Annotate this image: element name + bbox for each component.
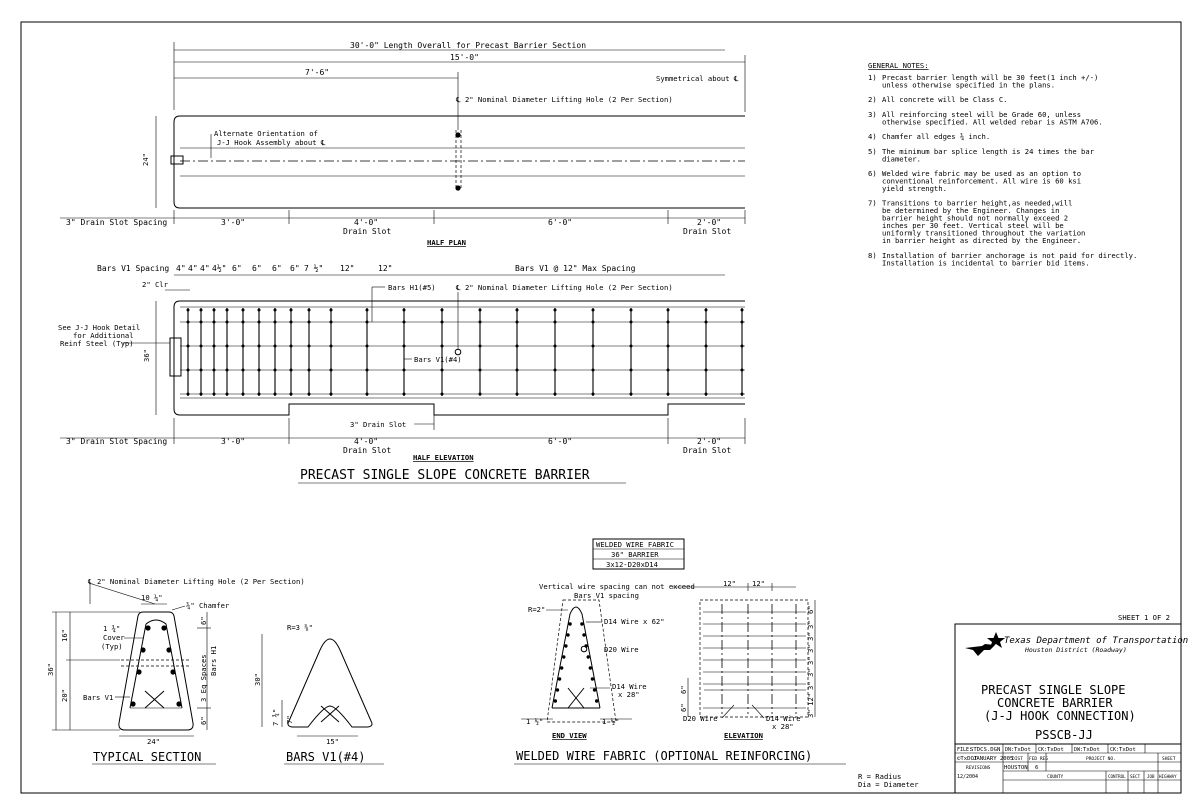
sheet-label: SHEET xyxy=(1162,757,1176,762)
note-text: Chamfer all edges ¾ inch. xyxy=(882,132,991,142)
copyright: ©TxDOT xyxy=(957,756,978,762)
bar-node xyxy=(258,309,261,312)
right-dim-label: 6" xyxy=(806,605,815,614)
wire-dot xyxy=(560,666,563,669)
note-text: All reinforcing steel will be Grade 60, unless xyxy=(882,109,1082,119)
clr-label: 2" Clr xyxy=(142,280,168,289)
wwf-d20-elev-label: D20 Wire xyxy=(683,714,718,723)
max-spacing-label: Bars V1 @ 12" Max Spacing xyxy=(515,264,636,273)
bar-node xyxy=(554,321,557,324)
elevation-wire-grid xyxy=(703,604,806,714)
wwf-d14-28-line2: x 28" xyxy=(618,690,640,699)
note-text: Precast barrier length will be 30 feet(1 inch +/-) xyxy=(882,73,1099,82)
wwf-d14-28-line1: D14 Wire xyxy=(612,682,647,691)
elev-drain-slot-2: Drain Slot xyxy=(683,446,732,455)
job-label: JOB xyxy=(1147,774,1155,779)
elevation-right-dims xyxy=(806,605,815,718)
spacing-label: 6" xyxy=(272,264,282,273)
bar-node xyxy=(200,309,203,312)
bar-node xyxy=(516,345,519,348)
wwf-table-header: WELDED WIRE FABRIC xyxy=(596,540,674,549)
bar-node xyxy=(630,309,633,312)
dim-6b-label: 6" xyxy=(199,716,208,725)
bars-v1-detail xyxy=(253,623,384,764)
ck2-label: CK: xyxy=(1110,747,1120,753)
title-block xyxy=(955,613,1188,793)
elev-lifting-hole-label: ℄ 2" Nominal Diameter Lifting Hole (2 Per Section) xyxy=(456,283,673,292)
main-title: PRECAST SINGLE SLOPE CONCRETE BARRIER xyxy=(300,468,590,483)
bar-node xyxy=(187,345,190,348)
bar-node xyxy=(441,369,444,372)
right-dim-label: 12" xyxy=(806,693,815,706)
bar-node xyxy=(213,321,216,324)
bar-node xyxy=(630,393,633,396)
bar-height-label: 30" xyxy=(253,673,262,686)
bar-node xyxy=(330,309,333,312)
bar-node xyxy=(258,321,261,324)
bar-node xyxy=(226,321,229,324)
base-width-label: 24" xyxy=(147,737,160,746)
bars-v1-label: Bars V1(#4) xyxy=(414,355,462,364)
bar-node xyxy=(242,309,245,312)
ck-value: TxDot xyxy=(1047,747,1064,753)
chamfer-label: ¾" Chamfer xyxy=(186,601,230,610)
bar-node xyxy=(274,393,277,396)
wire-dot xyxy=(566,633,569,636)
bar-node xyxy=(308,369,311,372)
half-plan xyxy=(60,41,745,247)
bar-node xyxy=(554,309,557,312)
see-jj-line1: See J-J Hook Detail xyxy=(58,323,141,332)
drain-slot-3-label: 3" Drain Slot xyxy=(350,420,407,429)
right-dim-label: 3" xyxy=(806,644,815,653)
elevation-spacing-labels xyxy=(176,263,392,273)
bar-node xyxy=(274,369,277,372)
agency-name: Texas Department of Transportation xyxy=(1004,636,1189,646)
half-elevation-title: HALF ELEVATION xyxy=(413,453,474,462)
bar-node xyxy=(330,393,333,396)
bar-dim-7a: 7 ¾" xyxy=(271,708,280,726)
elev-seg1: 3'-0" xyxy=(221,437,246,446)
half-elevation xyxy=(58,263,745,462)
spacing-label: 4½" xyxy=(212,264,227,273)
bars-v1-callout: Bars V1 xyxy=(83,693,114,702)
bar-node xyxy=(630,345,633,348)
alt-orientation-line1: Alternate Orientation of xyxy=(214,129,318,138)
elev-seg2: 4'-0" xyxy=(354,437,379,446)
spacing-label: 12" xyxy=(340,264,355,273)
bar-node xyxy=(441,345,444,348)
wwf-d14-elev-line1: D14 Wire xyxy=(766,714,801,723)
note-text: uniformly transitioned throughout the variation xyxy=(882,228,1086,238)
bar-node xyxy=(516,393,519,396)
bar-node xyxy=(366,309,369,312)
wire-dot xyxy=(593,688,596,691)
see-jj-line2: for Additional xyxy=(73,331,134,340)
wwf-note-line2: Bars V1 spacing xyxy=(574,591,639,600)
plan-seg1: 3'-0" xyxy=(221,218,246,227)
bar-node xyxy=(705,321,708,324)
bar-node xyxy=(290,321,293,324)
plan-drain-slot-2: Drain Slot xyxy=(683,227,732,236)
ck-label: CK: xyxy=(1038,747,1048,753)
dn-label: DN: xyxy=(1005,747,1015,753)
cover-line1: 1 ¾" xyxy=(103,624,121,633)
dim-16-label: 16" xyxy=(60,629,69,642)
note-text: otherwise specified. All welded rebar is ASTM A706. xyxy=(882,117,1103,127)
bar-node xyxy=(741,393,744,396)
note-text: conventional reinforcement. All wire is 60 ksi xyxy=(882,176,1082,186)
wire-dot xyxy=(595,699,598,702)
bar-node xyxy=(290,345,293,348)
note-text: Installation of barrier anchorage is not paid for directly. xyxy=(882,250,1138,260)
legend-diameter: Dia = Diameter xyxy=(858,780,919,789)
bar-node xyxy=(226,369,229,372)
bar-node xyxy=(242,369,245,372)
spacing-label: 4" xyxy=(188,264,198,273)
bar-node xyxy=(705,309,708,312)
bar-node xyxy=(330,345,333,348)
note-text: barrier height should not normally exceed 2 xyxy=(882,213,1069,223)
typical-section-title: TYPICAL SECTION xyxy=(93,750,202,764)
control-label: CONTROL xyxy=(1108,774,1126,779)
bar-node xyxy=(242,345,245,348)
wire-dot xyxy=(568,622,571,625)
wire-dot xyxy=(591,677,594,680)
bar-node xyxy=(516,369,519,372)
bar-node xyxy=(705,345,708,348)
typical-section xyxy=(46,577,305,764)
dim-20-label: 20" xyxy=(60,689,69,702)
cover-line2: Cover xyxy=(103,633,125,642)
right-dim-label: 3" xyxy=(806,709,815,718)
wwf-top-12a: 12" xyxy=(723,579,736,588)
note-text: The minimum bar splice length is 24 times the bar xyxy=(882,146,1095,156)
bar-node xyxy=(242,393,245,396)
bar-node xyxy=(258,393,261,396)
sheet-border xyxy=(21,22,1181,793)
bar-node xyxy=(516,309,519,312)
fed-value: 6 xyxy=(1035,765,1039,771)
title-line1: PRECAST SINGLE SLOPE xyxy=(981,683,1126,697)
dim-6a-label: 6" xyxy=(199,616,208,625)
bar-node xyxy=(554,369,557,372)
bar-node xyxy=(741,345,744,348)
dw-value: TxDot xyxy=(1083,747,1100,753)
bar-node xyxy=(592,321,595,324)
wire-dot xyxy=(556,688,559,691)
sheet-number: SHEET 1 OF 2 xyxy=(1118,613,1170,622)
bar-node xyxy=(187,309,190,312)
wire-dot xyxy=(562,655,565,658)
wire-dot xyxy=(558,677,561,680)
bar-node xyxy=(366,369,369,372)
wwf-radius-label: R=2" xyxy=(528,605,546,614)
note-text: in barrier height as directed by the Engineer. xyxy=(882,236,1082,246)
bar-node xyxy=(667,309,670,312)
legend-radius: R = Radius xyxy=(858,772,902,781)
bar-node xyxy=(274,309,277,312)
spacing-label: 7 ½" xyxy=(304,264,324,273)
wire-dot xyxy=(589,666,592,669)
bar-node xyxy=(308,393,311,396)
wwf-left-6b: 6" xyxy=(679,703,688,712)
bar-node xyxy=(330,321,333,324)
issue-date: JANUARY 2005 xyxy=(973,756,1014,762)
bar-node xyxy=(592,369,595,372)
texas-logo-icon xyxy=(965,644,995,656)
elev-seg4: 2'-0" xyxy=(697,437,722,446)
bar-node xyxy=(479,345,482,348)
note-number: 8) xyxy=(868,250,877,260)
plan-height-label: 24" xyxy=(141,153,150,166)
elev-height-label: 36" xyxy=(142,349,151,362)
bar-node xyxy=(226,309,229,312)
plan-seg3: 6'-0" xyxy=(548,218,573,227)
bar-node xyxy=(667,321,670,324)
bar-node xyxy=(213,309,216,312)
bar-node xyxy=(213,369,216,372)
bar-node xyxy=(667,393,670,396)
dw-label: DW: xyxy=(1074,747,1084,753)
alt-orientation-line2: J-J Hook Assembly about ℄ xyxy=(217,138,326,147)
wwf-details xyxy=(514,579,846,764)
bar-node xyxy=(366,393,369,396)
wire-dot xyxy=(554,699,557,702)
wire-dot xyxy=(582,633,585,636)
project-label: PROJECT NO. xyxy=(1086,757,1116,762)
right-dim-label: 3" xyxy=(806,620,815,629)
wwf-d14-elev-line2: x 28" xyxy=(772,722,794,731)
wwf-half2-label: 1 ½" xyxy=(602,717,620,726)
bar-node xyxy=(441,309,444,312)
county-label: COUNTY xyxy=(1047,775,1064,780)
plan-seg2: 4'-0" xyxy=(354,218,379,227)
note-text: be determined by the Engineer. Changes in xyxy=(882,206,1060,216)
bar-node xyxy=(403,309,406,312)
bar-node xyxy=(274,321,277,324)
wwf-top-12b: 12" xyxy=(752,579,765,588)
end-view-title: END VIEW xyxy=(552,731,587,740)
bar-radius-label: R=3 ⅜" xyxy=(287,623,313,632)
bar-node xyxy=(403,345,406,348)
note-text: unless otherwise specified in the plans. xyxy=(882,80,1056,90)
bar-node xyxy=(554,345,557,348)
note-number: 7) xyxy=(868,198,877,208)
bar-node xyxy=(592,393,595,396)
spacing-label: 6" xyxy=(252,264,262,273)
district-name: Houston District (Roadway) xyxy=(1025,646,1127,654)
elev-lifting-hole xyxy=(455,349,461,355)
bar-node xyxy=(479,309,482,312)
bar-node xyxy=(705,393,708,396)
note-number: 3) xyxy=(868,109,877,119)
note-text: inches per 30 feet. Vertical steel will be xyxy=(882,221,1064,231)
bar-node xyxy=(705,369,708,372)
wire-dot xyxy=(580,622,583,625)
bar-node xyxy=(403,393,406,396)
bar-node xyxy=(308,321,311,324)
half-plan-title: HALF PLAN xyxy=(427,238,466,247)
wwf-note-line1: Vertical wire spacing can not exceed xyxy=(539,582,695,591)
bar-node xyxy=(258,345,261,348)
wwf-table xyxy=(593,539,684,569)
bar-node xyxy=(200,369,203,372)
bar-node xyxy=(187,321,190,324)
wwf-half1-label: 1 ½" xyxy=(526,717,544,726)
bar-node xyxy=(403,369,406,372)
bar-dim-7b: 7" xyxy=(285,715,294,724)
title-line2: CONCRETE BARRIER xyxy=(997,696,1113,710)
bar-node xyxy=(741,369,744,372)
wire-dot xyxy=(564,644,567,647)
revision-date: 12/2004 xyxy=(957,774,979,780)
spacing-label: 6" xyxy=(232,264,242,273)
bar-node xyxy=(403,321,406,324)
wwf-left-6: 6" xyxy=(679,685,688,694)
bar-node xyxy=(290,393,293,396)
section-outline xyxy=(119,612,193,730)
vertical-bars xyxy=(187,308,744,396)
notes-heading: GENERAL NOTES: xyxy=(868,61,929,70)
bar-node xyxy=(200,321,203,324)
note-number: 6) xyxy=(868,169,877,178)
note-text: diameter. xyxy=(882,154,921,164)
elev-drain-slot-1: Drain Slot xyxy=(343,446,392,455)
file-name: STDCS.DGN xyxy=(970,747,1001,753)
dim-7-6-label: 7'-6" xyxy=(305,68,330,77)
elev-drain-slot-spacing: 3" Drain Slot Spacing xyxy=(66,437,168,446)
spacing-label: 4" xyxy=(176,264,186,273)
general-notes xyxy=(868,61,1137,267)
cover-line3: (Typ) xyxy=(101,642,123,651)
elev-seg3: 6'-0" xyxy=(548,437,573,446)
dim-36-label: 36" xyxy=(46,663,55,676)
dn-value: TxDot xyxy=(1014,747,1031,753)
bar-base-label: 15" xyxy=(326,737,339,746)
plan-seg4: 2'-0" xyxy=(697,218,722,227)
bars-v1-title: BARS V1(#4) xyxy=(286,750,366,764)
dist-value: HOUSTON xyxy=(1004,765,1028,771)
bars-h1-label: Bars H1(#5) xyxy=(388,283,436,292)
bar-node xyxy=(187,393,190,396)
eq-spaces-line1: 3 Eq Spaces xyxy=(199,654,208,702)
bar-node xyxy=(479,321,482,324)
file-label: FILE: xyxy=(957,747,973,753)
wwf-d14-62-label: D14 Wire x 62" xyxy=(604,617,665,626)
bar-node xyxy=(667,369,670,372)
bar-node xyxy=(741,321,744,324)
right-dim-label: 3" xyxy=(806,656,815,665)
bars-v1-spacing-label: Bars V1 Spacing xyxy=(97,264,170,273)
note-number: 4) xyxy=(868,132,877,142)
bar-node xyxy=(630,321,633,324)
spacing-label: 6" xyxy=(290,264,300,273)
bar-node xyxy=(308,345,311,348)
bar-node xyxy=(592,345,595,348)
wwf-title: WELDED WIRE FABRIC (OPTIONAL REINFORCING) xyxy=(516,749,813,763)
bar-node xyxy=(630,369,633,372)
elevation-title: ELEVATION xyxy=(724,731,763,740)
plan-drain-slot-1: Drain Slot xyxy=(343,227,392,236)
note-number: 1) xyxy=(868,73,877,82)
bar-node xyxy=(479,369,482,372)
plan-drain-slot-spacing: 3" Drain Slot Spacing xyxy=(66,218,168,227)
wwf-table-row2: 3x12-D20xD14 xyxy=(606,560,658,569)
see-jj-line3: Reinf Steel (Typ) xyxy=(60,339,134,348)
wire-dot xyxy=(587,655,590,658)
bar-node xyxy=(554,393,557,396)
bar-node xyxy=(330,369,333,372)
overall-length-label: 30'-0" Length Overall for Precast Barrier Section xyxy=(350,41,587,50)
plan-lifting-hole-label: ℄ 2" Nominal Diameter Lifting Hole (2 Per Section) xyxy=(456,95,673,104)
half-length-label: 15'-0" xyxy=(450,53,479,62)
bar-node xyxy=(441,321,444,324)
ck2-value: TxDot xyxy=(1119,747,1136,753)
bar-node xyxy=(213,345,216,348)
right-dim-label: 3" xyxy=(806,632,815,641)
note-number: 5) xyxy=(868,146,877,156)
highway-label: HIGHWAY xyxy=(1159,774,1177,779)
bar-node xyxy=(200,393,203,396)
right-dim-label: 3" xyxy=(806,681,815,690)
bar-node xyxy=(290,369,293,372)
bar-node xyxy=(187,369,190,372)
bar-node xyxy=(213,393,216,396)
note-text: yield strength. xyxy=(882,184,947,193)
bar-node xyxy=(479,393,482,396)
bar-node xyxy=(741,309,744,312)
note-text: All concrete will be Class C. xyxy=(882,95,1008,105)
top-width-label: 10 ¼" xyxy=(141,593,163,602)
note-text: Transitions to barrier height,as needed,will xyxy=(882,198,1073,208)
bar-node xyxy=(366,345,369,348)
bar-node xyxy=(200,345,203,348)
revisions-label: REVISIONS xyxy=(966,766,991,771)
bar-node xyxy=(592,309,595,312)
symmetrical-label: Symmetrical about ℄ xyxy=(656,74,739,83)
drawing-code: PSSCB-JJ xyxy=(1035,728,1093,742)
right-dim-label: 3" xyxy=(806,668,815,677)
bar-node xyxy=(274,345,277,348)
fed-label: FED REG xyxy=(1029,757,1048,762)
bar-node xyxy=(258,369,261,372)
note-text: Welded wire fabric may be used as an option to xyxy=(882,169,1082,178)
section-lifting-hole-label: ℄ 2" Nominal Diameter Lifting Hole (2 Per Section) xyxy=(88,577,305,586)
bar-node xyxy=(308,309,311,312)
bar-node xyxy=(290,309,293,312)
wwf-table-row1: 36" BARRIER xyxy=(611,550,659,559)
wwf-d20-label: D20 Wire xyxy=(604,645,639,654)
sect-label: SECT xyxy=(1130,774,1141,779)
dist-label: DIST xyxy=(1012,757,1023,762)
bar-node xyxy=(667,345,670,348)
note-number: 2) xyxy=(868,95,877,105)
bar-node xyxy=(226,393,229,396)
note-text: Installation is incidental to barrier bid items. xyxy=(882,258,1090,268)
bar-node xyxy=(226,345,229,348)
spacing-label: 12" xyxy=(378,264,393,273)
eq-spaces-line2: Bars H1 xyxy=(209,645,218,676)
spacing-label: 4" xyxy=(200,264,210,273)
bar-node xyxy=(242,321,245,324)
bar-node xyxy=(366,321,369,324)
bar-node xyxy=(441,393,444,396)
title-line3: (J-J HOOK CONNECTION) xyxy=(984,709,1136,723)
bar-node xyxy=(516,321,519,324)
